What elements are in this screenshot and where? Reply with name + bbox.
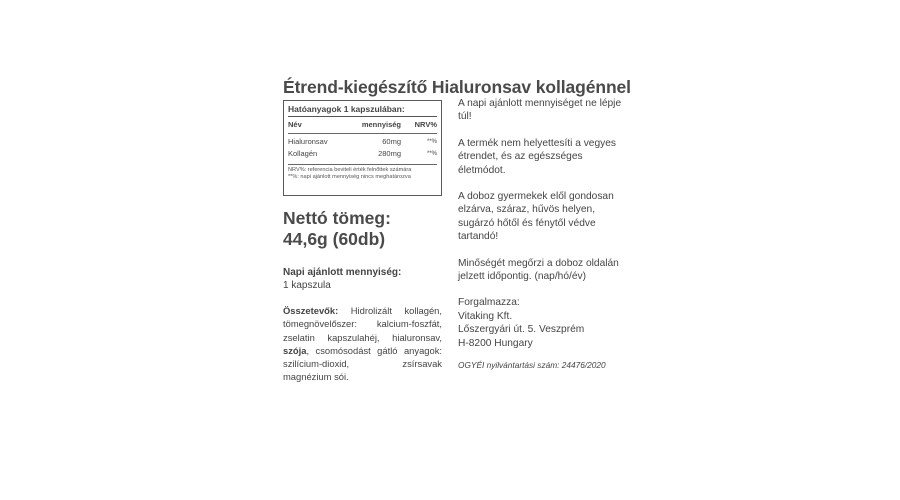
ingredients-label: Összetevők: [283,305,339,316]
col-name: Név [288,120,302,129]
ingredients-list-part1: Hidrolizált kollagén, tömegnövelőszer: kalcium-foszfát, zselatin kapszulahéj, hialuronsav, [283,305,442,343]
table-footnote [288,167,437,182]
net-weight-value: 44,6g (60db) [283,229,386,249]
cell-amount: 280mg [378,149,401,158]
table-row [288,136,437,148]
product-title: Étrend-kiegészítő Hialuronsav kollagénnel [283,77,631,97]
table-row [288,148,437,160]
cell-name: Kollagén [288,149,318,158]
distributor-label: Forgalmazza: [458,297,520,309]
storage-notice: A doboz gyermekek elől gondosan elzárva, száraz, hűvös helyen, sugárzó hőtől és fénytől védve tartandó! [458,191,614,243]
daily-dose-value: 1 kapszula [283,280,331,291]
col-amount: mennyiség [361,120,401,129]
table-column-headers [288,119,437,131]
cell-name: Hialuronsav [288,137,328,146]
distributor-address-1: Lőszergyári út. 5. Veszprém [458,324,585,336]
diet-notice: A termék nem helyettesíti a vegyes étrendet, és az egészséges életmódot. [458,137,616,176]
distributor-address-2: H-8200 Hungary [458,337,533,349]
distributor-block [458,296,623,350]
footnote-nrv: NRV%: referencia beviteli érték felnőttek számára [288,167,412,173]
table-header: Hatóanyagok 1 kapszulában: [288,104,405,114]
table-divider [288,164,437,165]
right-column [458,97,623,373]
dose-warning: A napi ajánlott mennyiséget ne lépje túl! [458,98,622,123]
cell-nrv: **% [426,139,437,145]
active-ingredients-table [283,100,442,196]
best-before-notice: Minőségét megőrzi a doboz oldalán jelzett időpontig. (nap/hó/év) [458,257,619,283]
ingredients-list-part2: , csomósodást gátló anyagok: szilícium-dioxid, zsírsavak magnézium sói. [283,344,442,383]
ingredients-text [283,304,442,384]
registration-number: OGYÉI nyilvántartási szám: 24476/2020 [458,360,606,371]
net-weight [283,208,391,250]
cell-nrv: **% [426,151,437,157]
table-divider [288,133,437,134]
table-divider [288,116,437,117]
daily-dose [283,266,401,292]
footnote-undefined: **%: napi ajánlott mennyiség nincs meghatározva [288,174,411,181]
allergen: szója [283,344,307,356]
col-nrv: NRV% [414,120,437,129]
cell-amount: 60mg [382,137,401,146]
distributor-name: Vitaking Kft. [458,310,513,322]
daily-dose-label: Napi ajánlott mennyiség: [283,267,402,278]
net-weight-label: Nettó tömeg: [283,208,391,228]
